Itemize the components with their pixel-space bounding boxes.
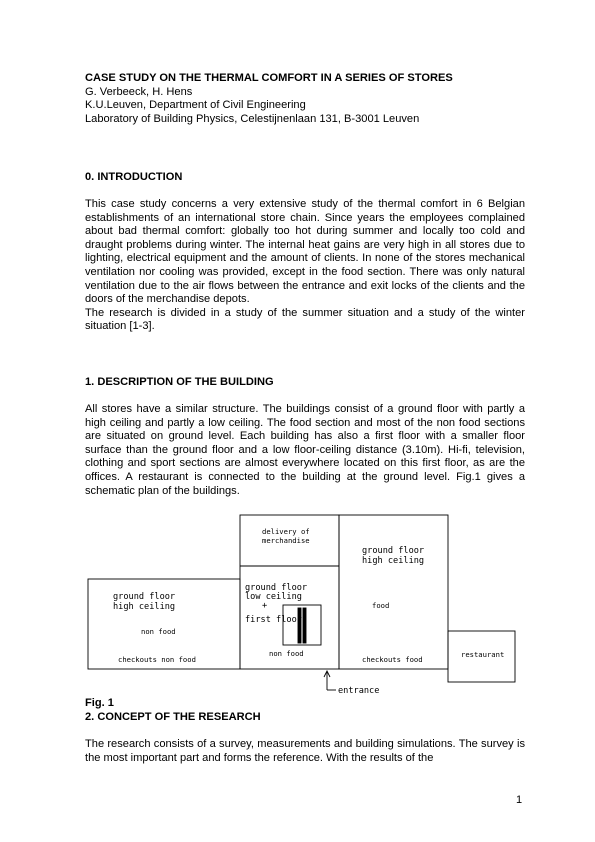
label-merchandise: merchandise: [262, 536, 310, 545]
description-paragraph: All stores have a similar structure. The buildings consist of a ground floor with partly a high ceiling and partly a low ceiling. The food section and most of the non food sections are situated on ground level. Each building has also a first floor with a smaller floor surface than the ground floor and a low floor-ceiling distance (3.10m). Hi-fi, television, clothing and sport sections are almost everywhere located on this first floor, as are the offices. A restaurant is connected to the building at the ground level. Fig.1 gives a schematic plan of the buildings.: [85, 403, 525, 497]
intro-text-2: The research is divided in a study of the summer situation and a study of the winter situation [1-3].: [85, 306, 525, 333]
label-low-ceiling: low ceiling: [245, 592, 302, 602]
authors: G. Verbeeck, H. Hens: [85, 85, 193, 98]
label-ground-floor-left: ground floor: [113, 592, 176, 602]
section-heading-introduction: 0. INTRODUCTION: [85, 171, 183, 183]
label-ground-floor-food: ground floor: [362, 546, 425, 556]
label-checkouts-non-food: checkouts non food: [118, 655, 196, 664]
section-heading-description: 1. DESCRIPTION OF THE BUILDING: [85, 376, 274, 388]
page-number: 1: [516, 794, 523, 806]
label-checkouts-food: checkouts food: [362, 655, 423, 664]
food-section-outline: [339, 515, 448, 669]
label-entrance: entrance: [338, 686, 380, 696]
label-non-food-left: non food: [141, 627, 176, 636]
label-plus: +: [262, 601, 268, 611]
label-food: food: [372, 601, 390, 610]
address: Laboratory of Building Physics, Celestijnenlaan 131, B-3001 Leuven: [85, 112, 420, 125]
paper-title: CASE STUDY ON THE THERMAL COMFORT IN A SERIES OF STORES: [85, 72, 453, 84]
label-high-ceiling-food: high ceiling: [362, 556, 425, 566]
label-non-food-center: non food: [269, 649, 304, 658]
section-heading-concept: 2. CONCEPT OF THE RESEARCH: [85, 711, 261, 723]
intro-text: This case study concerns a very extensive study of the thermal comfort in 6 Belgian establishments of an international store chain. Since years the employees complained about bad thermal comfort: globally too hot during summer and locally too cold and draught problems during winter. The internal heat gains are very high in all stores due to lighting, electrical equipment and the amount of clients. In none of the stores mechanical ventilation nor cooling was provided, except in the food section. There was only natural ventilation due to the air flows between the entrance and exit locks of the clients and the doors of the merchandise depots.: [85, 198, 525, 306]
label-first-floor: first floor: [245, 615, 302, 625]
label-ground-floor-center: ground floor: [245, 583, 308, 593]
figure-caption: Fig. 1: [85, 697, 114, 709]
stairs-bar-1: [298, 608, 301, 643]
affiliation: K.U.Leuven, Department of Civil Engineering: [85, 99, 306, 112]
concept-paragraph: The research consists of a survey, measurements and building simulations. The survey is the most important part and forms the reference. With the results of the: [85, 738, 525, 764]
stairs-bar-2: [303, 608, 306, 643]
first-floor-outline: [283, 605, 321, 645]
label-delivery: delivery of: [262, 527, 310, 536]
label-high-ceiling-left: high ceiling: [113, 602, 176, 612]
label-restaurant: restaurant: [461, 650, 505, 659]
